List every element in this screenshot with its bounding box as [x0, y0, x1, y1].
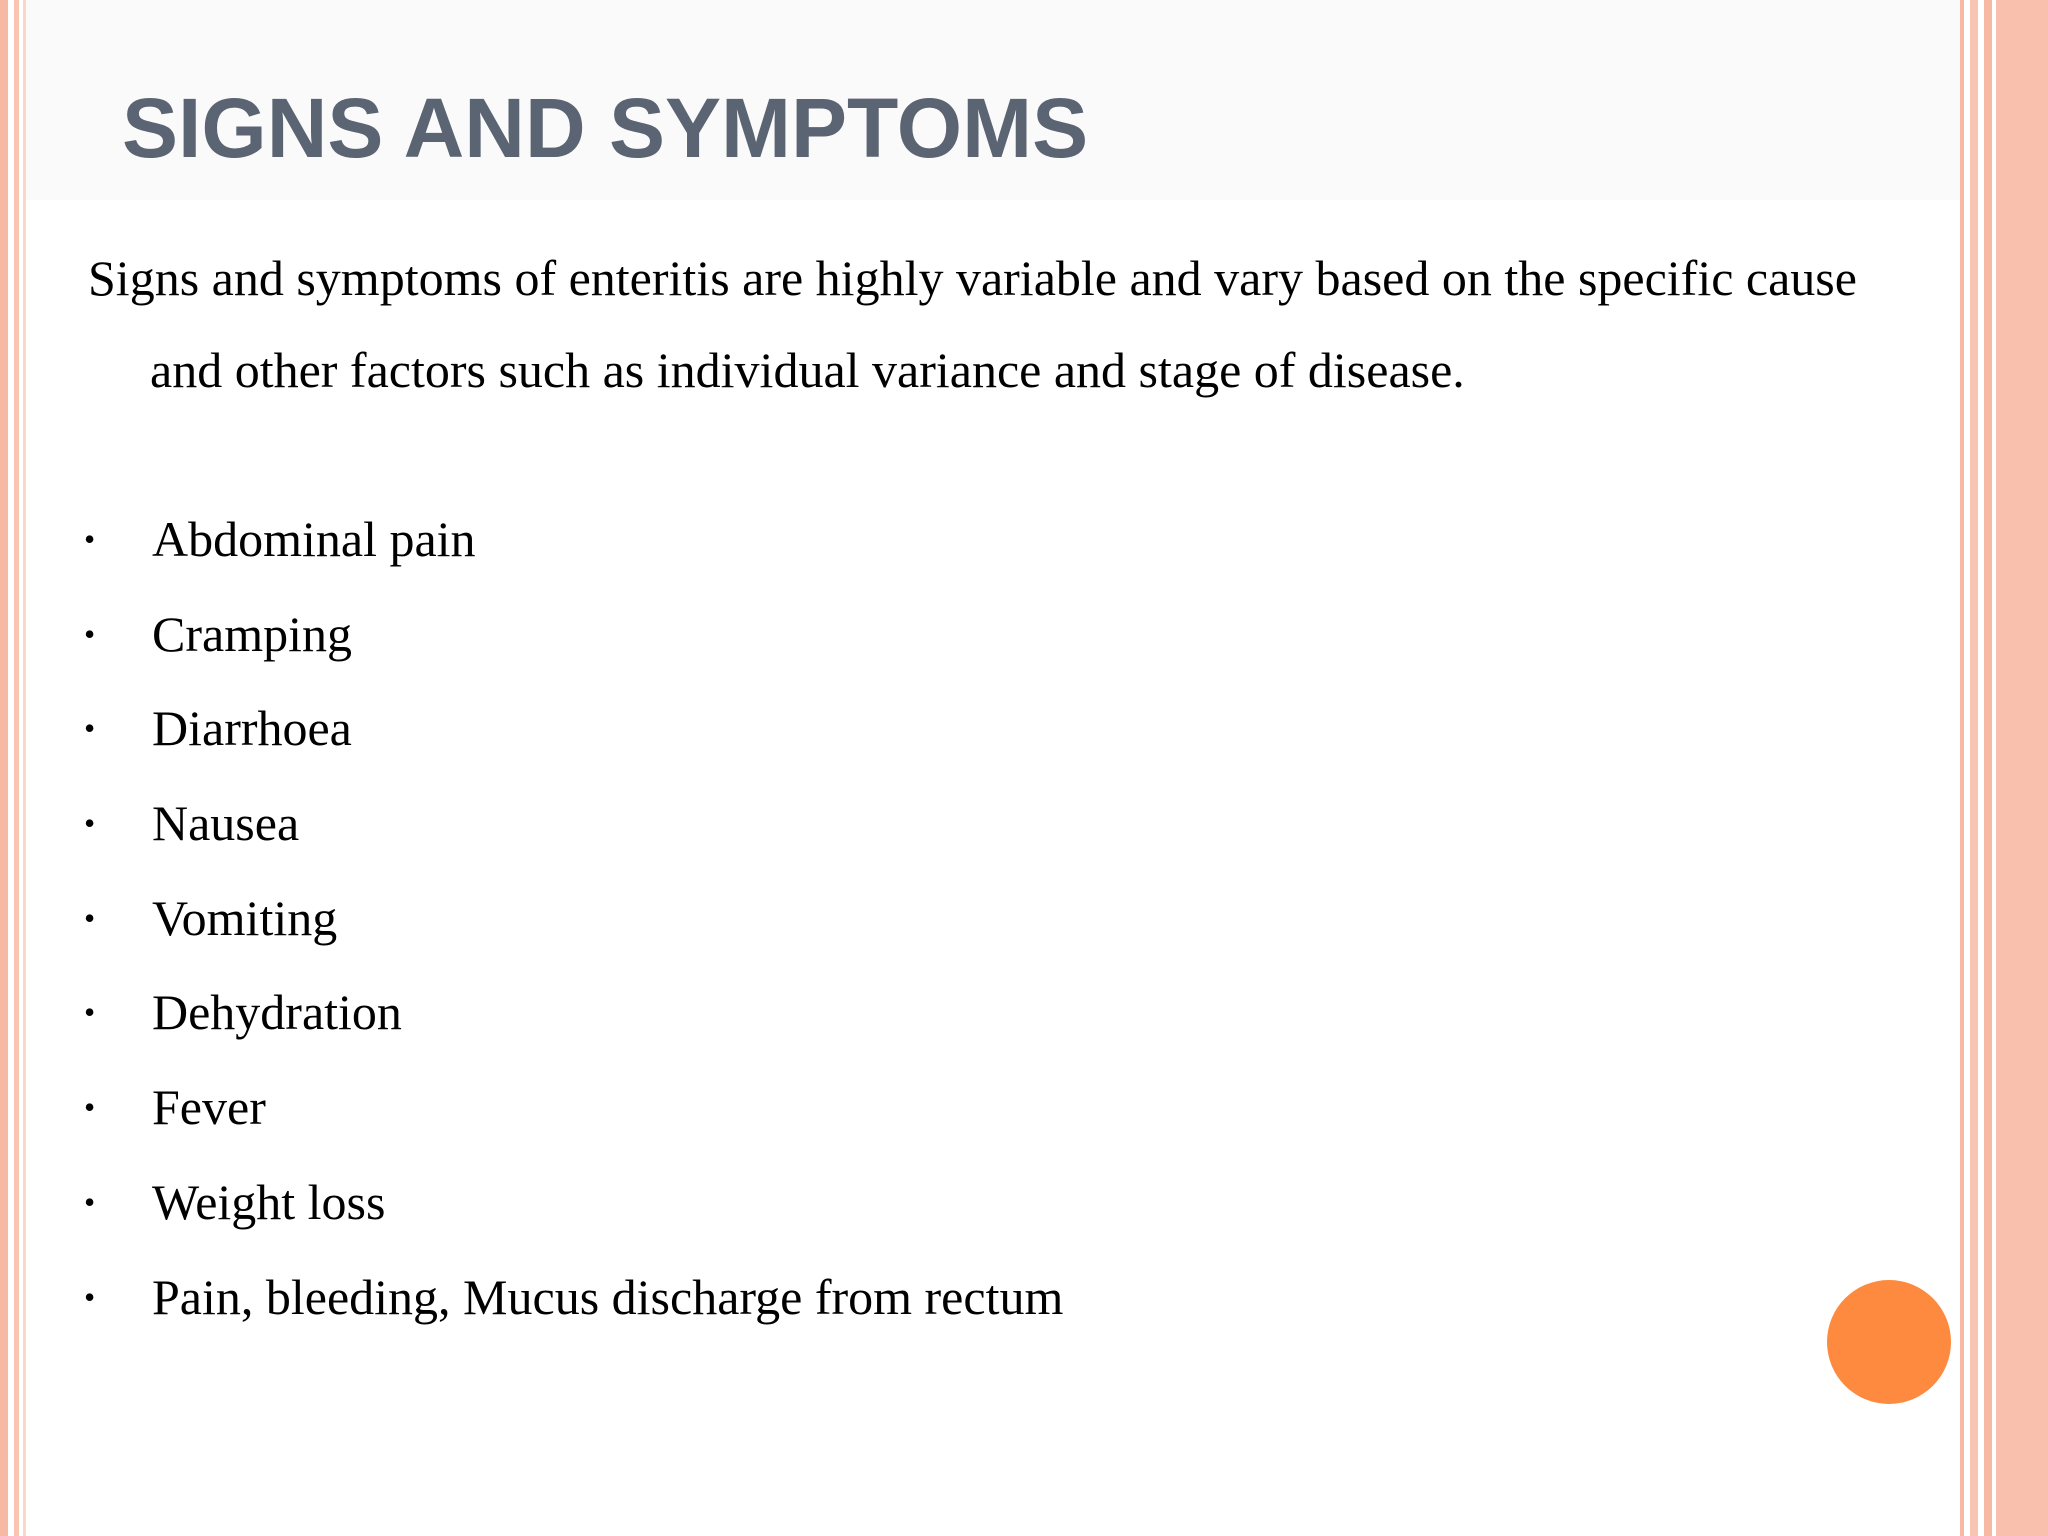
- list-item-text: Cramping: [152, 605, 352, 662]
- list-item-text: Fever: [152, 1079, 266, 1136]
- left-border-stripe: [14, 0, 19, 1536]
- bullet-icon: •: [84, 615, 96, 652]
- bullet-icon: •: [84, 994, 96, 1031]
- list-item-text: Nausea: [152, 795, 300, 852]
- bullet-icon: •: [84, 1089, 96, 1126]
- bullet-icon: •: [84, 1278, 96, 1315]
- bullet-icon: •: [84, 899, 96, 936]
- intro-paragraph: Signs and symptoms of enteritis are highly variable and vary based on the specific cause and other factors such as individual variance and stage of disease.: [88, 250, 1857, 398]
- bullet-icon: •: [84, 805, 96, 842]
- bullet-icon: •: [84, 1183, 96, 1220]
- left-border-stripe: [0, 0, 8, 1536]
- list-item-text: Pain, bleeding, Mucus discharge from rectum: [152, 1268, 1064, 1325]
- bullet-icon: •: [84, 521, 96, 557]
- left-border-stripe: [23, 0, 26, 1536]
- right-border-band: [1996, 0, 2048, 1536]
- list-item-text: Weight loss: [152, 1173, 386, 1230]
- right-border-stripe: [1984, 0, 1992, 1536]
- bullet-icon: •: [84, 710, 96, 747]
- list-item-text: Dehydration: [152, 984, 402, 1041]
- list-item-text: Abdominal pain: [152, 511, 476, 567]
- list-item-text: Vomiting: [152, 889, 338, 946]
- right-border-stripe: [1970, 0, 1978, 1536]
- right-border-stripe: [1960, 0, 1964, 1536]
- slide-title: SIGNS AND SYMPTOMS: [122, 81, 1089, 175]
- orange-circle-decoration: [1827, 1280, 1951, 1404]
- list-item-text: Diarrhoea: [152, 700, 352, 757]
